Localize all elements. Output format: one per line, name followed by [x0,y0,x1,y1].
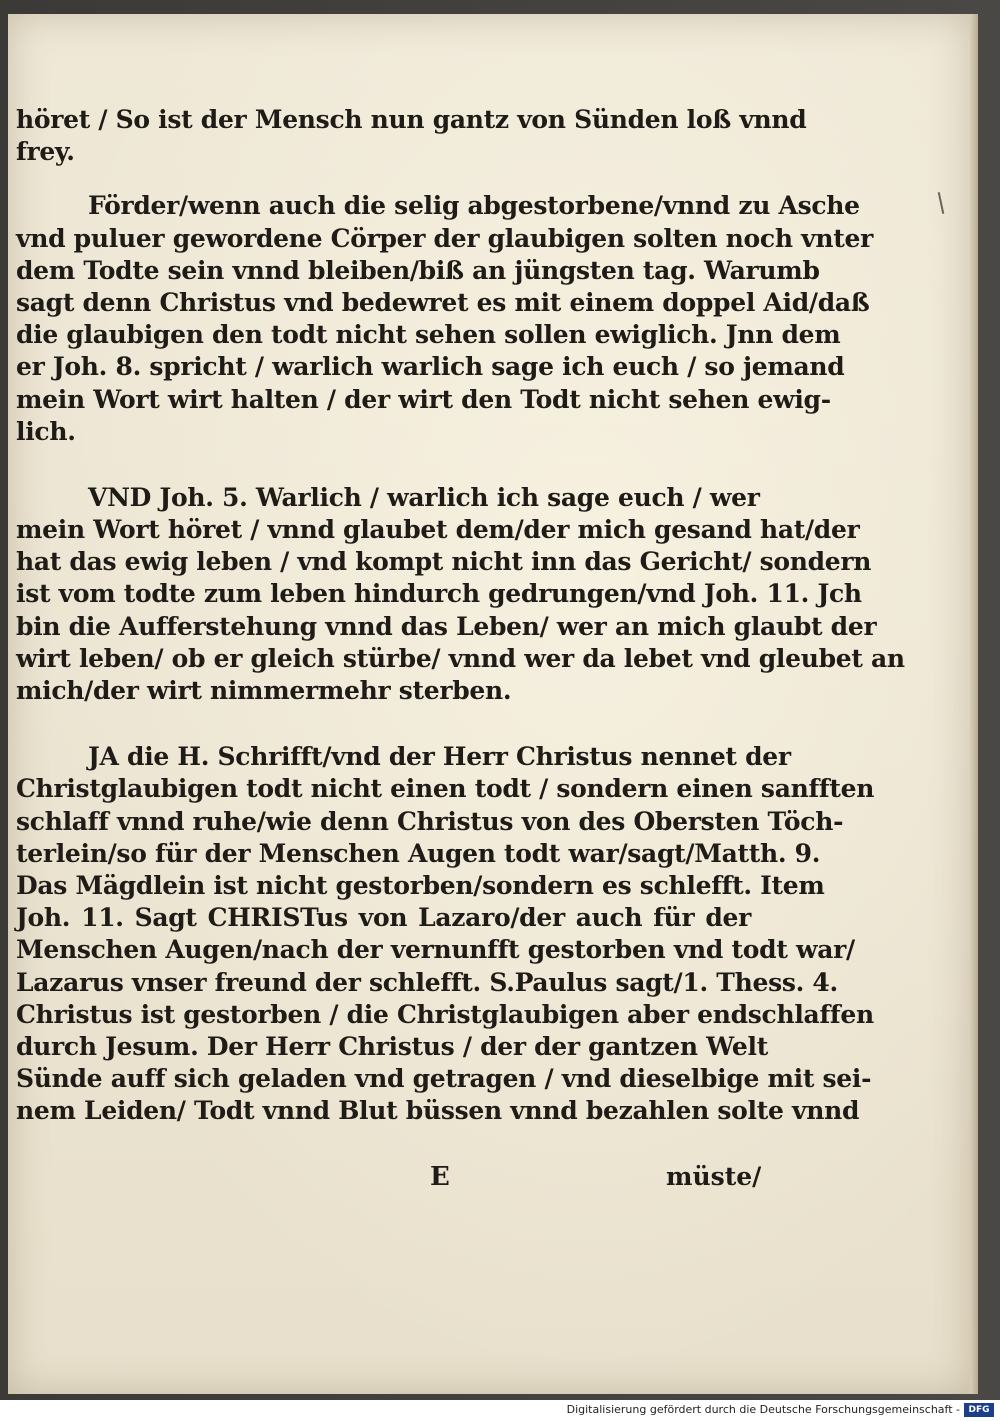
text-line: Lazarus vnser freund der schlefft. S.Paulus sagt/1. Thess. 4. [16,967,838,997]
text-line: terlein/so für der Menschen Augen todt war/sagt/Matth. 9. [16,838,821,868]
text-line: Joh. 11. Sagt CHRISTus von Lazaro/der auch für der [16,903,751,933]
text-line: VND Joh. 5. Warlich / warlich ich sage euch / wer [88,482,760,512]
text-line: mich/der wirt nimmermehr sterben. [16,676,512,705]
signature-mark: E [430,1162,450,1192]
text-line: höret / So ist der Mensch nun gantz von Sünden loß vnnd [16,105,807,134]
text-line: sagt denn Christus vnd bedewret es mit einem doppel Aid/daß [16,287,870,317]
text-line: frey. [16,137,75,167]
text-line: JA die H. Schrifft/vnd der Herr Christus nennet der [88,742,791,772]
text-line: dem Todte sein vnnd bleiben/biß an jüngsten tag. Warumb [16,255,820,285]
text-line: er Joh. 8. spricht / warlich warlich sage ich euch / so jemand [16,352,845,382]
text-line: vnd puluer gewordene Cörper der glaubigen solten noch vnter [16,223,873,253]
text-line: Menschen Augen/nach der vernunfft gestorben vnd todt war/ [16,935,855,965]
text-line: bin die Aufferstehung vnnd das Leben/ wer an mich glaubt der [16,611,877,641]
paragraph [16,104,807,168]
funding-credit: Digitalisierung gefördert durch die Deutsche Forschungsgemeinschaft - [566,1403,960,1416]
paragraph [16,482,905,707]
paragraph [16,741,875,1127]
page-text [16,104,905,1127]
text-line: die glaubigen den todt nicht sehen sollen ewiglich. Jnn dem [16,320,841,350]
paragraph [16,190,873,448]
footer-bar [0,1400,1000,1421]
catchword: müste/ [666,1162,762,1191]
text-line: Das Mägdlein ist nicht gestorben/sondern es schlefft. Item [16,870,825,900]
text-line: nem Leiden/ Todt vnnd Blut büssen vnnd bezahlen solte vnnd [16,1096,860,1126]
text-line: ist vom todte zum leben hindurch gedrungen/vnd Joh. 11. Jch [16,579,862,609]
text-line: durch Jesum. Der Herr Christus / der der gantzen Welt [16,1031,768,1061]
text-line: mein Wort wirt halten / der wirt den Todt nicht sehen ewig- [16,384,831,414]
text-line: Christglaubigen todt nicht einen todt / sondern einen sanfften [16,774,875,804]
page-edge [970,14,978,1394]
text-line: Christus ist gestorben / die Christglaubigen aber endschlaffen [16,999,874,1029]
text-line: wirt leben/ ob er gleich stürbe/ vnnd wer da lebet vnd gleubet an [16,643,905,673]
text-line: Förder/wenn auch die selig abgestorbene/vnnd zu Asche [88,191,860,221]
text-line: lich. [16,416,76,446]
text-line: Sünde auff sich geladen vnd getragen / vnd dieselbige mit sei- [16,1064,872,1094]
dfg-logo-icon[interactable]: DFG [964,1403,994,1417]
text-line: hat das ewig leben / vnd kompt nicht inn das Gericht/ sondern [16,547,872,577]
text-line: mein Wort höret / vnnd glaubet dem/der mich gesand hat/der [16,515,860,545]
text-line: schlaff vnnd ruhe/wie denn Christus von des Obersten Töch- [16,806,844,836]
